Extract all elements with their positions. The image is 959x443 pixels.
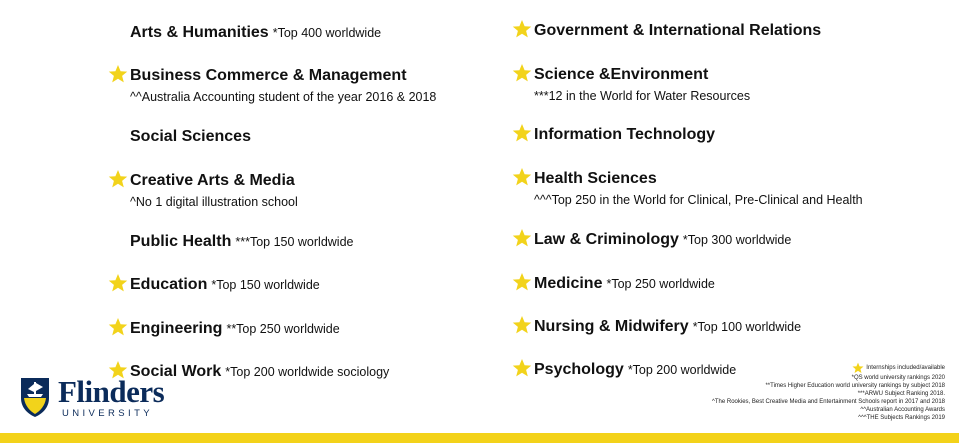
list-item — [108, 320, 340, 338]
footnotes — [712, 362, 945, 422]
item-title: Health Sciences — [534, 170, 657, 187]
footnote-text: ^The Rookies, Best Creative Media and Entertainment Schools report in 2017 and 2018 — [712, 399, 945, 405]
star-icon — [512, 167, 532, 187]
item-note: *Top 200 worldwide sociology — [225, 365, 390, 379]
star-icon — [852, 362, 866, 374]
list-item — [108, 172, 298, 209]
item-subtext: ^^Australia Accounting student of the year 2016 & 2018 — [130, 90, 437, 104]
item-title: Creative Arts & Media — [130, 172, 295, 189]
item-note: *Top 100 worldwide — [692, 320, 802, 334]
star-icon — [108, 317, 128, 337]
item-title: Information Technology — [534, 126, 716, 143]
item-title: Psychology — [534, 361, 624, 378]
item-note: **Top 250 worldwide — [226, 322, 340, 336]
item-title: Social Work — [130, 363, 222, 380]
item-note: *Top 400 worldwide — [272, 26, 382, 40]
list-item — [512, 361, 736, 379]
star-icon — [512, 63, 532, 83]
item-title: Government & International Relations — [534, 22, 822, 39]
item-subtext: ^^^Top 250 in the World for Clinical, Pre-Clinical and Health — [534, 193, 863, 207]
bottom-accent-bar — [0, 433, 959, 443]
list-item — [108, 233, 354, 251]
item-note: *Top 300 worldwide — [682, 233, 792, 247]
star-icon — [108, 169, 128, 189]
star-icon — [512, 315, 532, 335]
item-title: Science &Environment — [534, 66, 709, 83]
star-icon — [512, 358, 532, 378]
item-title: Medicine — [534, 275, 603, 292]
footnote-internships — [712, 362, 945, 374]
logo-subtitle: UNIVERSITY — [62, 408, 154, 419]
item-title: Arts & Humanities — [130, 24, 269, 41]
list-item — [512, 170, 863, 207]
item-title: Education — [130, 276, 208, 293]
list-item — [512, 126, 715, 144]
list-item — [108, 128, 251, 146]
list-item — [108, 67, 436, 104]
item-note: ***Top 150 worldwide — [235, 235, 354, 249]
item-subtext: ^No 1 digital illustration school — [130, 195, 298, 209]
item-note: *Top 200 worldwide — [627, 363, 737, 377]
item-title: Law & Criminology — [534, 231, 679, 248]
flinders-logo — [14, 370, 165, 422]
item-title: Business Commerce & Management — [130, 67, 407, 84]
list-item — [512, 318, 801, 336]
item-note: *Top 250 worldwide — [606, 277, 715, 291]
star-icon — [512, 272, 532, 292]
star-icon — [108, 64, 128, 84]
item-title: Engineering — [130, 320, 223, 337]
star-icon — [512, 228, 532, 248]
footnote-text: ^^^THE Subjects Rankings 2019 — [858, 415, 945, 421]
footnote-text: ^^Australian Accounting Awards — [860, 407, 945, 413]
footnote-text: Internships included/available — [866, 365, 945, 371]
list-item — [512, 22, 821, 40]
item-subtext: ***12 in the World for Water Resources — [534, 89, 751, 103]
list-item — [108, 276, 320, 294]
footnote-text: **Times Higher Education world university rankings by subject 2018 — [765, 383, 945, 389]
item-note: *Top 150 worldwide — [211, 278, 320, 292]
star-icon — [512, 123, 532, 143]
crest-icon — [18, 374, 52, 418]
list-item — [512, 231, 791, 249]
footnote-text: ***ARWU Subject Ranking 2018. — [857, 391, 945, 397]
footnote-text: *QS world university rankings 2020 — [851, 375, 945, 381]
star-icon — [108, 273, 128, 293]
item-title: Nursing & Midwifery — [534, 318, 689, 335]
list-item — [512, 275, 715, 293]
item-title: Social Sciences — [130, 128, 251, 145]
list-item — [108, 24, 381, 42]
list-item — [512, 66, 750, 103]
logo-wordmark: Flinders — [58, 374, 165, 409]
item-title: Public Health — [130, 233, 232, 250]
star-icon — [512, 19, 532, 39]
